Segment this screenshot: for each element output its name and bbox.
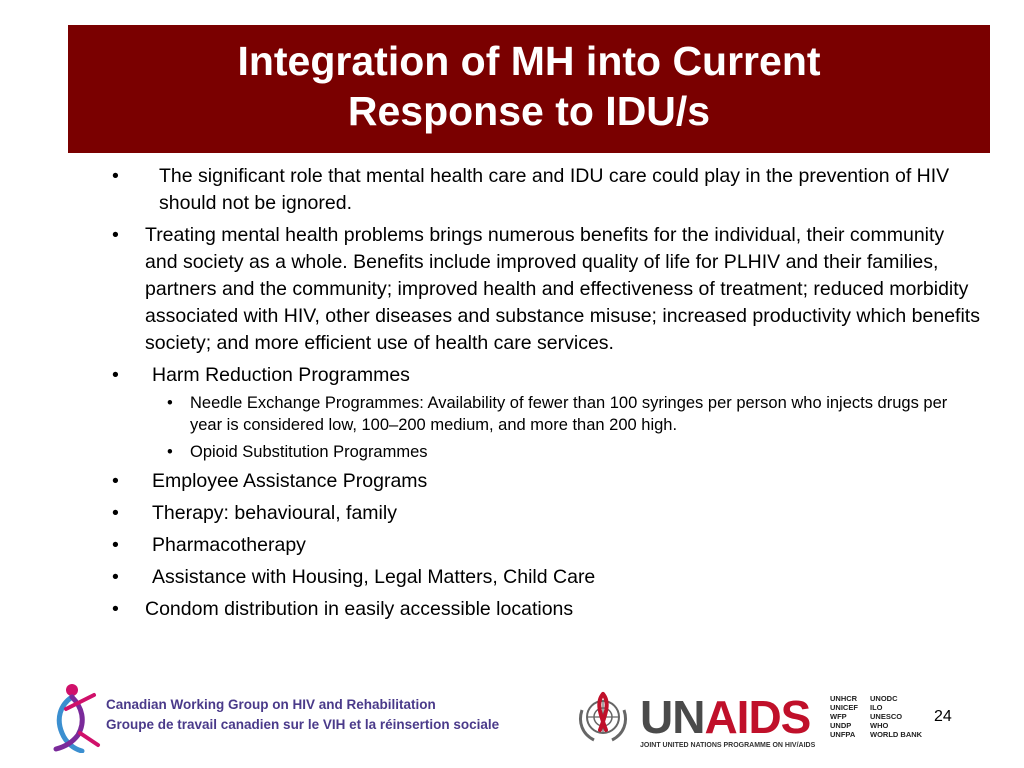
sub-bullet-item: • Opioid Substitution Programmes <box>112 441 982 463</box>
title-line-1: Integration of MH into Current <box>237 38 821 84</box>
cosponsors-col-1: UNHCR UNICEF WFP UNDP UNFPA <box>830 694 858 739</box>
un-emblem-icon <box>572 690 634 748</box>
title-line-2: Response to IDU/s <box>347 88 711 134</box>
bullet-item: • Condom distribution in easily accessible locations <box>112 596 982 623</box>
bullet-item: • The significant role that mental health care and IDU care could play in the prevention of HIV should not be ignored. <box>112 163 982 217</box>
unaids-logo <box>568 690 928 760</box>
bullet-item: • Employee Assistance Programs <box>112 468 982 495</box>
bullet-item: • Harm Reduction Programmes • Needle Exchange Programmes: Availability of fewer than 100 syringes per person who injects drugs per year is considered low, 100–200 medium, and more than 200 high. • Opioid Substitution Programmes <box>112 362 982 463</box>
bullet-item: • Pharmacotherapy <box>112 532 982 559</box>
cosponsors-col-2: UNODC ILO UNESCO WHO WORLD BANK <box>870 694 923 739</box>
bullet-item: • Treating mental health problems brings numerous benefits for the individual, their community and society as a whole. Benefits include improved quality of life for PLHIV and their families, partners and the community; improved health and effectiveness of treatment; reduced morbidity associated with HIV, other diseases and substance misuse; increased productivity which benefits society; and more efficient use of health care services. <box>112 222 982 357</box>
page-number: 24 <box>934 708 952 725</box>
unaids-wordmark: UNAIDS <box>640 691 811 743</box>
unaids-tagline: JOINT UNITED NATIONS PROGRAMME ON HIV/AIDS <box>640 742 816 749</box>
bullet-item: • Therapy: behavioural, family <box>112 500 982 527</box>
sub-bullet-item: • Needle Exchange Programmes: Availability of fewer than 100 syringes per person who injects drugs per year is considered low, 100–200 medium, and more than 200 high. <box>112 392 982 436</box>
bullet-item: • Assistance with Housing, Legal Matters, Child Care <box>112 564 982 591</box>
slide-title <box>68 36 990 136</box>
cwg-name-fr: Groupe de travail canadien sur le VIH et la réinsertion sociale <box>106 717 500 732</box>
ribbon-figure-icon <box>52 683 104 753</box>
cwg-logo <box>52 683 500 753</box>
sub-bullet-list <box>152 392 982 463</box>
bullet-list <box>112 163 982 628</box>
cwg-name-en: Canadian Working Group on HIV and Rehabilitation <box>106 697 436 712</box>
